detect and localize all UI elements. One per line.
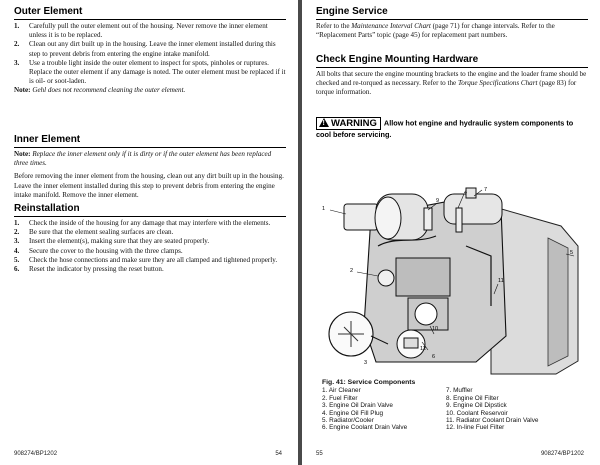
figure-legend (322, 387, 592, 431)
legend-item: 12. In-line Fuel Filter (446, 424, 505, 432)
step-number: 2. (14, 40, 20, 49)
inner-element-title: Inner Element (14, 134, 81, 145)
left-page (0, 0, 298, 465)
legend-item: 4. Engine Oil Fill Plug (322, 409, 384, 417)
step-text: Use a trouble light inside the outer element to inspect for spots, pinholes or ruptures. Replace the outer element if any damage is noted. The outer element must be replaced if it is oil- or soot-laden. (29, 58, 286, 86)
list-item (14, 228, 286, 237)
legend-item: 7. Muffler (446, 387, 473, 395)
step-number: 6. (14, 265, 20, 274)
legend-item: 5. Radiator/Cooler (322, 417, 374, 425)
step-number: 3. (14, 237, 20, 246)
right-page (302, 0, 600, 465)
step-number: 2. (14, 228, 20, 237)
legend-item: 6. Engine Coolant Drain Valve (322, 424, 408, 432)
section-rule (14, 216, 286, 217)
maintenance-chart-link[interactable]: Maintenance Interval Chart (351, 22, 431, 30)
section-rule (316, 19, 588, 20)
muffler-pipe (466, 188, 476, 198)
note-label: Note: (14, 86, 31, 95)
step-number: 4. (14, 246, 20, 255)
paragraph-text: Refer to the (316, 22, 350, 30)
paragraph-text: (page 83) for torque information. (316, 79, 577, 97)
callout-6: 6 (432, 354, 436, 360)
figure-caption (322, 379, 592, 432)
callout-2: 2 (350, 268, 354, 274)
inline-filter-shape (404, 338, 418, 348)
callout-10: 10 (432, 326, 439, 332)
outer-element-title: Outer Element (14, 6, 83, 17)
list-item (14, 59, 286, 87)
section-rule (316, 67, 588, 68)
engine-service-title: Engine Service (316, 6, 388, 17)
callout-4: 4 (464, 190, 468, 196)
legend-item: 8. Engine Oil Filter (446, 394, 499, 402)
warning-text: Allow hot engine and hydraulic system components to cool before servicing. (316, 118, 574, 139)
outer-element-body (14, 22, 286, 96)
engine-figure (316, 186, 588, 376)
legend-item: 11. Radiator Coolant Drain Valve (446, 417, 539, 425)
legend-item: 10. Coolant Reservoir (446, 409, 508, 417)
mounting-hardware-body (316, 70, 588, 98)
step-number: 1. (14, 22, 20, 30)
paragraph-text: (page 71) for change intervals. Refer to the “Replacement Parts” topic (page 45) for replacement part numbers. (316, 22, 555, 40)
legend-item: 9. Engine Oil Dipstick (446, 402, 507, 410)
footer-doc-number: 908274/BP1202 (14, 451, 58, 457)
note-text: Replace the inner element only if it is dirty or if the outer element has been replaced three times. (14, 150, 272, 168)
dipstick-shape (456, 208, 462, 232)
warning-triangle-icon: ! (319, 118, 329, 127)
warning-box (316, 117, 588, 140)
list-item (14, 22, 286, 40)
footer-doc-number: 908274/BP1202 (540, 451, 584, 457)
section-rule (14, 147, 286, 148)
callout-9: 9 (436, 198, 440, 204)
legend-column-right (446, 387, 566, 431)
step-text: Be sure that the element sealing surfaces are clean. (29, 228, 174, 237)
step-number: 1. (14, 219, 20, 227)
radiator-core (548, 238, 568, 366)
callout-1: 1 (322, 206, 326, 212)
list-item (14, 219, 286, 228)
step-number: 3. (14, 58, 20, 67)
footer-page-number: 55 (316, 451, 323, 457)
inner-element-paragraph: Before removing the inner element from the housing, clean out any dirt built up in the housing. Leave the inner element installed during this step to prevent debris from entering the engine intake manifold. Remove the inner element. (14, 172, 284, 199)
callout-11: 11 (498, 278, 504, 284)
legend-item: 1. Air Cleaner (322, 387, 361, 395)
step-text: Clean out any dirt built up in the housing. Leave the inner element installed during this step to prevent debris from entering the engine intake manifold. (29, 40, 276, 58)
fuel-filter-shape (378, 270, 394, 286)
reinstallation-body (14, 219, 286, 274)
list-item (14, 237, 286, 246)
step-text: Check the hose connections and make sure they are all clamped and tightened properly. (29, 255, 278, 264)
callout-3: 3 (364, 360, 368, 366)
legend-item: 2. Fuel Filter (322, 394, 358, 402)
list-item (14, 247, 286, 256)
figure-title: Fig. 41: Service Components (322, 379, 416, 386)
step-text: Secure the cover to the housing with the three clamps. (29, 246, 183, 255)
note-text: Gehl does not recommend cleaning the outer element. (32, 86, 186, 95)
footer-page-number: 54 (275, 451, 282, 457)
paragraph-text: All bolts that secure the engine mounting brackets to the engine and the loader frame should be checked and re-torqued as necessary. Refer to the (316, 70, 587, 88)
note (14, 150, 286, 168)
callout-12: 12 (420, 346, 427, 352)
inner-element-body (14, 150, 286, 200)
list-item (14, 265, 286, 274)
engine-illustration (316, 186, 588, 376)
oil-fill-shape (424, 208, 432, 230)
engine-detail (396, 258, 450, 296)
reinstallation-title: Reinstallation (14, 203, 80, 214)
callout-5: 5 (570, 250, 574, 256)
air-cleaner-cap (375, 197, 401, 239)
legend-item: 3. Engine Oil Drain Valve (322, 402, 393, 410)
legend-column-left (322, 387, 442, 431)
warning-label: WARNING (331, 118, 377, 129)
callout-7: 7 (484, 187, 488, 193)
list-item (14, 256, 286, 265)
step-text: Check the inside of the housing for any damage that may interfere with the elements. (29, 219, 271, 227)
step-number: 5. (14, 255, 20, 264)
warning-badge (316, 117, 381, 130)
step-text: Reset the indicator by pressing the reset button. (29, 265, 164, 274)
mounting-hardware-title: Check Engine Mounting Hardware (316, 54, 479, 65)
section-rule (14, 19, 286, 20)
step-text: Insert the element(s), making sure that they are seated properly. (29, 237, 210, 246)
engine-service-body (316, 22, 588, 40)
step-text: Carefully pull the outer element out of the housing. Never remove the inner element unless it is to be replaced. (29, 22, 268, 40)
list-item (14, 40, 286, 58)
note (14, 86, 286, 95)
torque-chart-link[interactable]: Torque Specifications Chart (457, 79, 538, 88)
air-cleaner-shape (344, 204, 378, 230)
note-label: Note: (14, 150, 31, 158)
oil-filter-shape (415, 303, 437, 325)
